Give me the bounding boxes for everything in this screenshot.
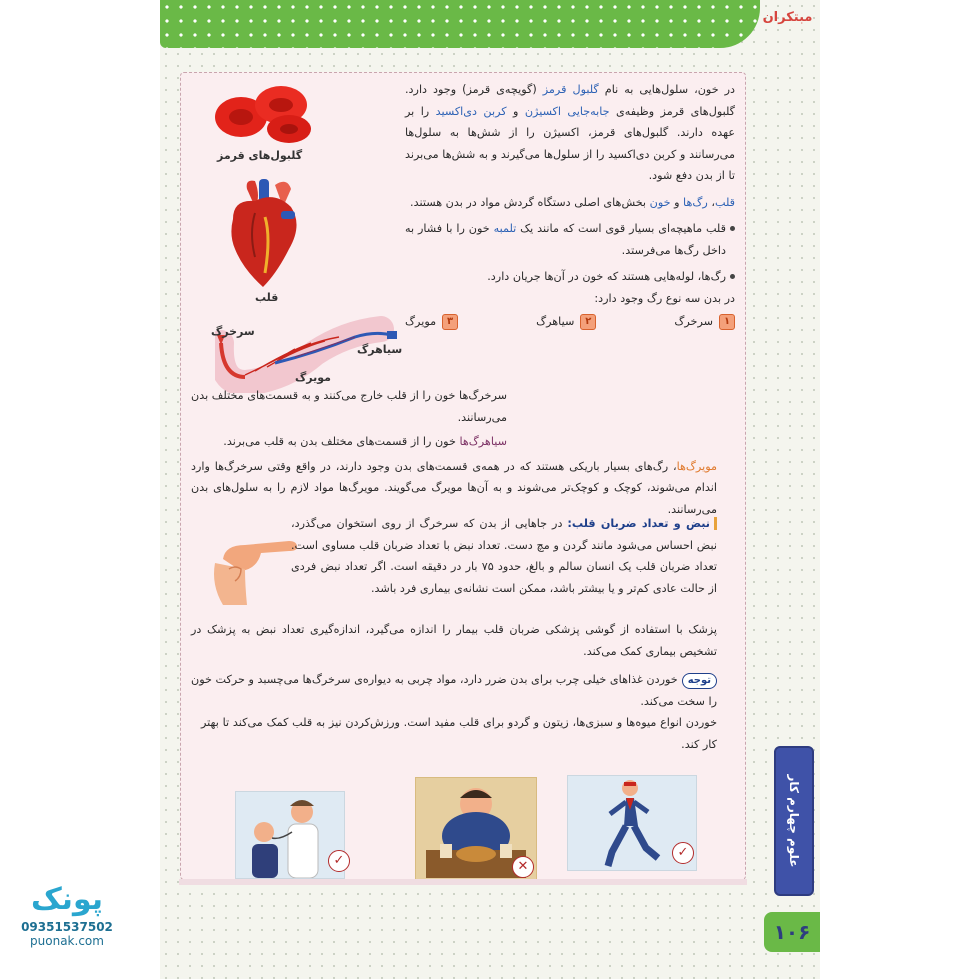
watermark-brand bbox=[12, 880, 122, 970]
bullet-capillary: مویرگ‌ها، رگ‌های بسیار باریکی هستند که در همه‌ی قسمت‌های بدن وجود دارند، در واقع وقتی سرخرگ‌ها وارد اندام می‌شوند، کوچک و کوچک‌تر می‌شوند و به آن‌ها مویرگ می‌گویند. مویرگ‌ها مواد لازم را به سلول‌های بدن می‌رسانند. bbox=[191, 459, 717, 516]
subject-side-tab: علوم چهارم کار bbox=[774, 746, 814, 896]
book-page bbox=[160, 0, 820, 979]
brand-logo: پونک bbox=[30, 882, 104, 917]
running-card bbox=[567, 775, 697, 871]
note-section bbox=[181, 669, 727, 755]
page-number: ۱۰۶ bbox=[764, 912, 820, 952]
note-badge: توجه bbox=[682, 673, 717, 689]
top-band bbox=[160, 0, 760, 48]
publisher-logo: مبتکران bbox=[762, 9, 813, 25]
check-mark-icon: ✓ bbox=[672, 842, 694, 864]
pulse-section bbox=[181, 513, 727, 599]
paragraph-rbc: در خون، سلول‌هایی به نام گلبول قرمز (گویچه‌ی قرمز) وجود دارد. گلبول‌های قرمز وظیفه‌ی جابه‌جایی اکسیژن و کربن دی‌اکسید را بر عهده دارند. گلبول‌های قرمز، اکسیژن را از شش‌ها به سلول‌ها می‌رسانند و کربن دی‌اکسید را از سلول‌ها می‌گیرند و به شش‌ها می‌برند تا از بدن دفع شود. bbox=[405, 83, 736, 182]
vessel-type-3: ۳ مویرگ bbox=[405, 311, 458, 333]
bullet-heart: قلب ماهیچه‌ای بسیار قوی است که مانند یک تلمبه خون را با فشار به داخل رگ‌ها می‌فرستد. bbox=[405, 218, 735, 261]
caption-capillary: مویرگ bbox=[295, 371, 331, 384]
main-text-column bbox=[399, 73, 745, 339]
full-width-section bbox=[181, 385, 727, 520]
fatty-food-card bbox=[415, 777, 537, 881]
caption-heart: قلب bbox=[255, 291, 279, 304]
doctor-paragraph-wrap bbox=[181, 619, 727, 662]
vessel-type-1: ۱ سرخرگ bbox=[674, 311, 735, 333]
vessel-types-intro: در بدن سه نوع رگ وجود دارد: bbox=[594, 291, 735, 305]
doctor-checkup-card bbox=[235, 791, 345, 879]
red-blood-cells-illustration bbox=[211, 79, 321, 145]
cross-mark-icon: ✕ bbox=[512, 856, 534, 878]
content-panel bbox=[180, 72, 746, 880]
brand-phone: 09351537502 bbox=[21, 920, 113, 934]
caption-rbc: گلبول‌های قرمز bbox=[217, 149, 303, 162]
check-mark-icon: ✓ bbox=[328, 850, 350, 872]
bullet-vessels: رگ‌ها، لوله‌هایی هستند که خون در آن‌ها جریان دارد. bbox=[405, 266, 735, 288]
caption-artery: سرخرگ bbox=[211, 325, 255, 338]
caption-vein: سیاهرگ bbox=[357, 343, 403, 356]
vessel-type-2: ۲ سیاهرگ bbox=[536, 311, 596, 333]
vessel-types-list bbox=[405, 311, 735, 333]
note-paragraph-1: توجهخوردن غذاهای خیلی چرب برای بدن ضرر دارد، مواد چربی به دیواره‌ی سرخرگ‌ها می‌چسبد و حرکت خون را سخت می‌کند. bbox=[191, 673, 717, 708]
pulse-paragraph: نبض و تعداد ضربان قلب: در جاهایی از بدن که سرخرگ از روی استخوان می‌گذرد، نبض احساس می‌شود مانند گردن و مچ دست. تعداد نبض با تعداد ضربان قلب مساوی است. تعداد ضربان قلب یک انسان سالم و بالغ، حدود ۷۵ بار در دقیقه است. اگر تعداد نبض فردی از حالت عادی کم‌تر و یا بیشتر باشد، ممکن است نشانه‌ی بیماری فرد باشد. bbox=[291, 517, 717, 595]
note-paragraph-2: خوردن انواع میوه‌ها و سبزی‌ها، زیتون و گردو برای قلب مفید است. ورزش‌کردن نیز به قلب کمک می‌کند تا بهتر کار کند. bbox=[201, 716, 717, 751]
paragraph-circulation: قلب، رگ‌ها و خون بخش‌های اصلی دستگاه گردش مواد در بدن هستند. bbox=[410, 195, 735, 209]
bullet-vein: سیاهرگ‌ها خون را از قسمت‌های مختلف بدن به قلب می‌برند. bbox=[223, 435, 507, 448]
heart-illustration bbox=[225, 177, 305, 289]
brand-site: puonak.com bbox=[30, 934, 104, 948]
bullet-artery: سرخرگ‌ها خون را از قلب خارج می‌کنند و به قسمت‌های مختلف بدن می‌رسانند. bbox=[191, 389, 507, 424]
doctor-paragraph: پزشک با استفاده از گوشی پزشکی ضربان قلب بیمار را اندازه می‌گیرد، اندازه‌گیری تعداد نبض به پزشک در تشخیص بیماری کمک می‌کند. bbox=[191, 623, 717, 658]
